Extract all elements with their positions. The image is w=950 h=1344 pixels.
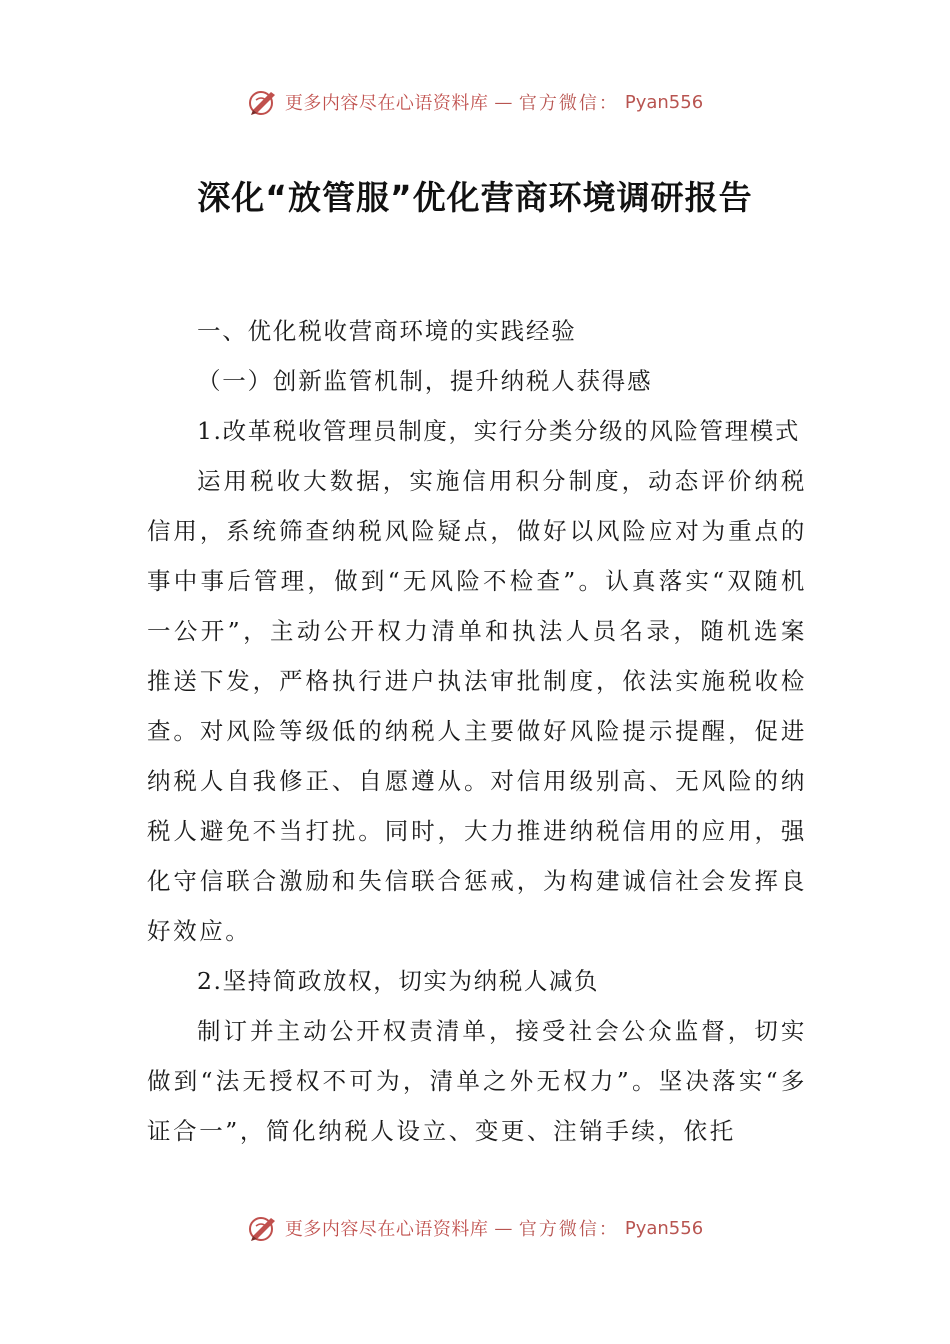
body-paragraph: 制订并主动公开权责清单，接受社会公众监督，切实做到“法无授权不可为，清单之外无权力”。坚决落实“多证合一”，简化纳税人设立、变更、注销手续，依托 <box>147 1017 807 1145</box>
watermark-separator: — <box>494 1217 513 1239</box>
item-heading: 1.改革税收管理员制度，实行分类分级的风险管理模式 <box>197 417 800 445</box>
pen-logo-icon <box>247 1212 279 1244</box>
subsection-heading: （一）创新监管机制，提升纳税人获得感 <box>197 367 653 395</box>
item-heading: 2.坚持简政放权，切实为纳税人减负 <box>197 967 600 995</box>
watermark-separator: — <box>494 91 513 113</box>
document-title: 深化“放管服”优化营商环境调研报告 <box>197 178 753 217</box>
watermark-header <box>0 82 950 122</box>
watermark-footer <box>0 1208 950 1248</box>
section-heading: 一、优化税收营商环境的实践经验 <box>197 317 577 345</box>
pen-logo-icon <box>247 86 279 118</box>
watermark-text: 更多内容尽在心语资料库 <box>284 93 489 114</box>
watermark-wechat-id: Pyan556 <box>624 91 704 113</box>
watermark-text: 更多内容尽在心语资料库 <box>284 1219 489 1240</box>
body-paragraph: 运用税收大数据，实施信用积分制度，动态评价纳税信用，系统筛查纳税风险疑点，做好以风险应对为重点的事中事后管理，做到“无风险不检查”。认真落实“双随机一公开”，主动公开权力清单和执法人员名录，随机选案推送下发，严格执行进户执法审批制度，依法实施税收检查。对风险等级低的纳税人主要做好风险提示提醒，促进纳税人自我修正、自愿遵从。对信用级别高、无风险的纳税人避免不当打扰。同时，大力推进纳税信用的应用，强化守信联合激励和失信联合惩戒，为构建诚信社会发挥良好效应。 <box>147 467 807 945</box>
watermark-wechat-label: 官方微信： <box>518 93 619 114</box>
watermark-wechat-id: Pyan556 <box>624 1217 704 1239</box>
document-body <box>147 306 807 1156</box>
watermark-wechat-label: 官方微信： <box>518 1219 619 1240</box>
